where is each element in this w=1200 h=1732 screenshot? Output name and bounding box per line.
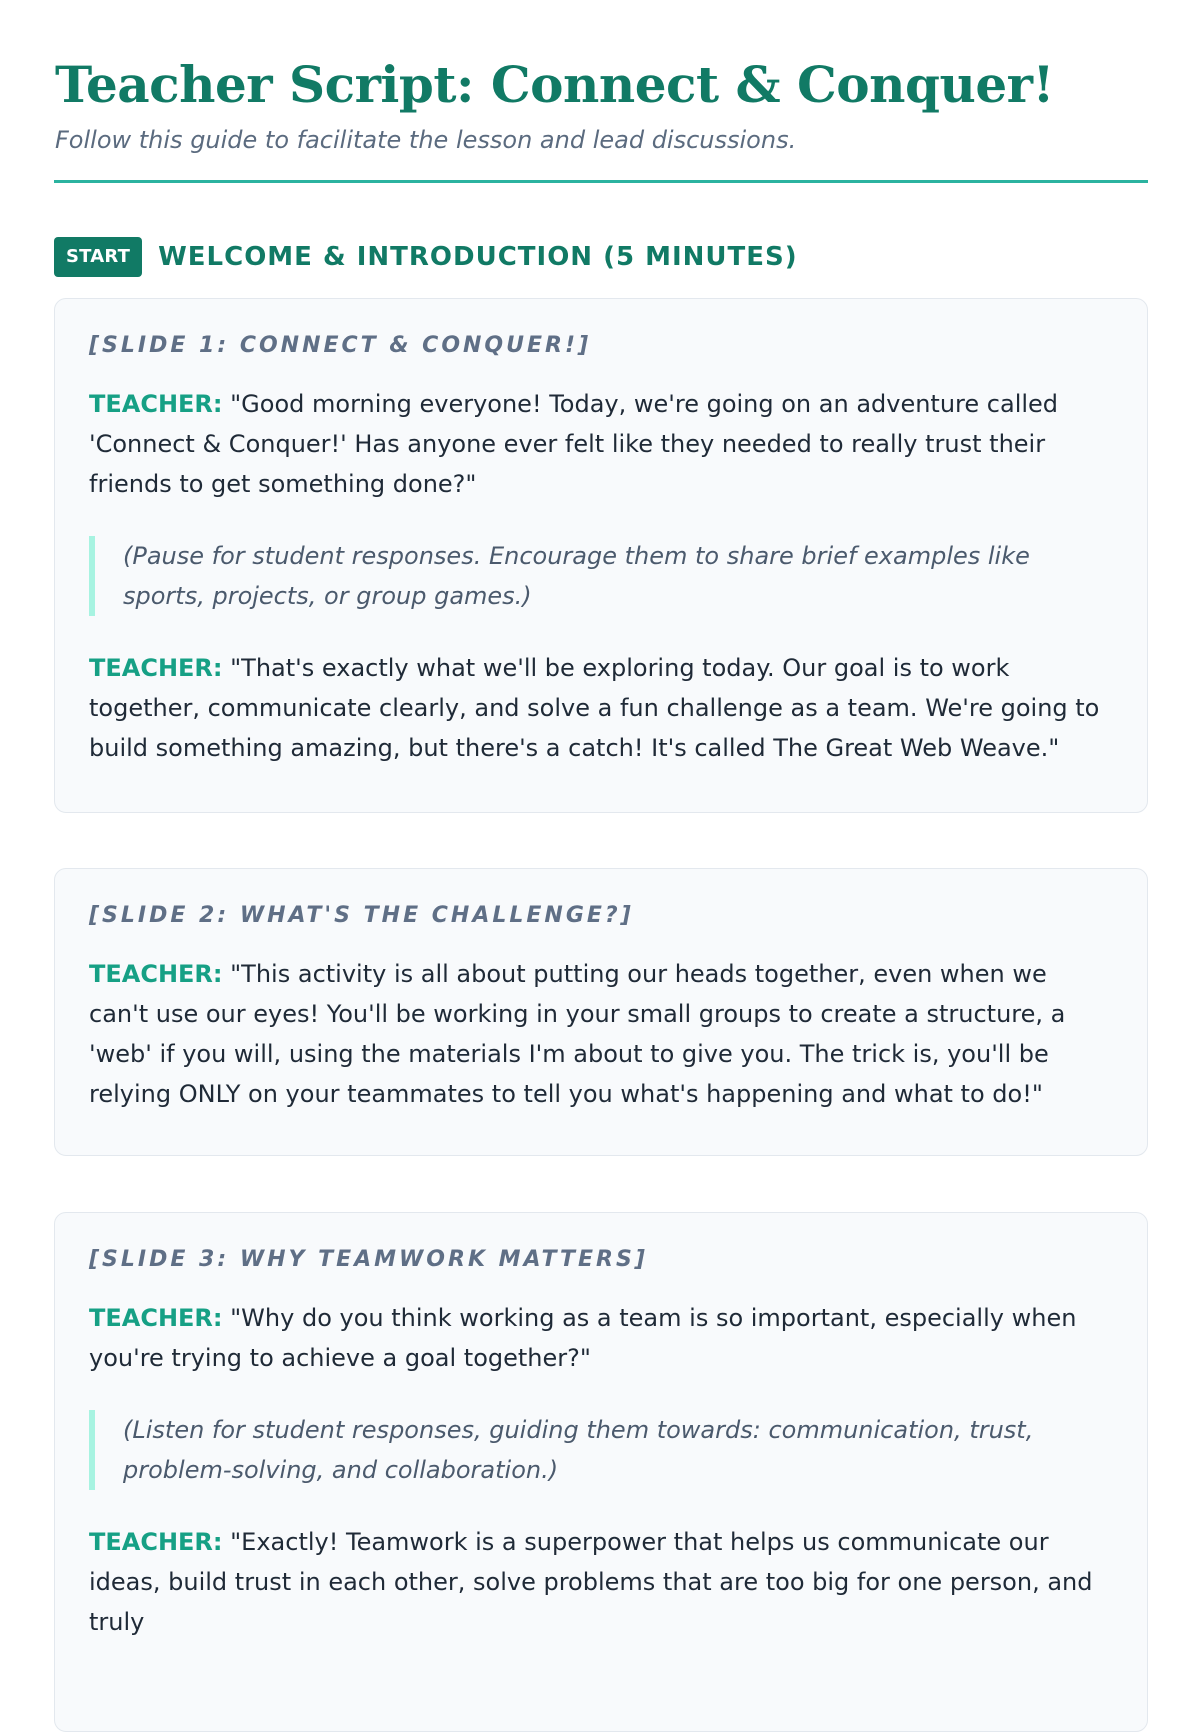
section-header (54, 237, 798, 277)
page-header (55, 50, 1147, 156)
speaker-label: TEACHER: (89, 1528, 223, 1556)
slide-label: [SLIDE 1: CONNECT & CONQUER!] (89, 333, 592, 358)
start-badge: START (54, 237, 142, 277)
section-title: WELCOME & INTRODUCTION (5 MINUTES) (158, 242, 798, 272)
stage-direction: (Pause for student responses. Encourage them to share brief examples like sports, projects, or group games.) (89, 536, 1113, 616)
speaker-label: TEACHER: (89, 654, 223, 682)
speaker-label: TEACHER: (89, 1304, 223, 1332)
speaker-label: TEACHER: (89, 390, 223, 418)
header-divider (54, 180, 1148, 183)
script-line (89, 648, 1113, 768)
script-text: "This activity is all about putting our heads together, even when we can't use our eyes! You'll be working in your small groups to create a structure, a 'web' if you will, using the materials I'm about to give you. The trick is, you'll be relying ONLY on your teammates to tell you what's happening and what to do!" (89, 960, 1066, 1108)
script-line (89, 384, 1113, 504)
slide-label: [SLIDE 3: WHY TEAMWORK MATTERS] (89, 1247, 648, 1272)
slide-label: [SLIDE 2: WHAT'S THE CHALLENGE?] (89, 903, 634, 928)
script-text: "Good morning everyone! Today, we're going on an adventure called 'Connect & Conquer!' Has anyone ever felt like they needed to really trust their friends to get something done?" (89, 390, 1059, 498)
page-subtitle: Follow this guide to facilitate the lesson and lead discussions. (55, 126, 797, 154)
slide-card-3 (54, 1212, 1148, 1732)
slide-card-2 (54, 868, 1148, 1156)
script-line (89, 1522, 1113, 1642)
script-line (89, 1298, 1113, 1378)
script-text: "That's exactly what we'll be exploring today. Our goal is to work together, communicate clearly, and solve a fun challenge as a team. We're going to build something amazing, but there's a catch! It's called The Great Web Weave." (89, 654, 1100, 762)
script-text: "Exactly! Teamwork is a superpower that helps us communicate our ideas, build trust in each other, solve problems that are too big for one person, and truly (89, 1528, 1093, 1636)
script-line (89, 954, 1113, 1114)
slide-card-1 (54, 298, 1148, 813)
speaker-label: TEACHER: (89, 960, 223, 988)
stage-direction: (Listen for student responses, guiding them towards: communication, trust, problem-solving, and collaboration.) (89, 1410, 1113, 1490)
page-title: Teacher Script: Connect & Conquer! (55, 55, 1054, 114)
script-text: "Why do you think working as a team is so important, especially when you're trying to achieve a goal together?" (89, 1304, 1077, 1372)
